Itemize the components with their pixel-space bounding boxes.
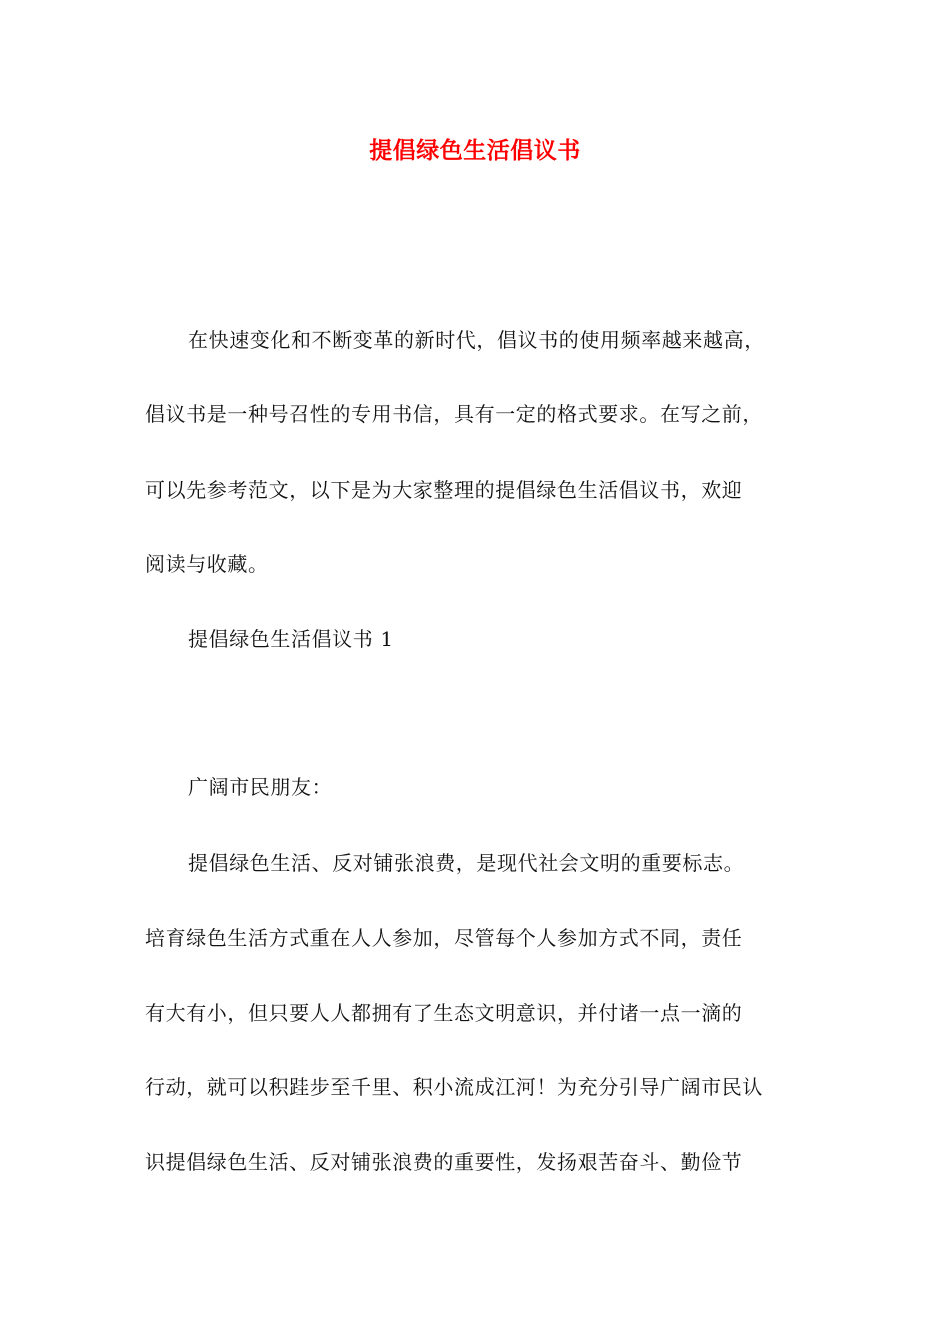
paragraph-line: 提倡绿色生活、反对铺张浪费，是现代社会文明的重要标志。	[188, 851, 745, 875]
paragraph-line: 可以先参考范文，以下是为大家整理的提倡绿色生活倡议书，欢迎	[145, 478, 743, 502]
paragraph-line: 行动，就可以积跬步至千里、积小流成江河！为充分引导广阔市民认	[145, 1075, 763, 1099]
paragraph-line: 倡议书是一种号召性的专用书信，具有一定的格式要求。在写之前，	[145, 402, 763, 426]
paragraph-line: 阅读与收藏。	[145, 552, 269, 576]
salutation: 广阔市民朋友：	[188, 775, 333, 799]
paragraph-line: 识提倡绿色生活、反对铺张浪费的重要性，发扬艰苦奋斗、勤俭节	[145, 1150, 743, 1174]
paragraph-line: 有大有小，但只要人人都拥有了生态文明意识，并付诸一点一滴的	[145, 1001, 743, 1025]
document-title: 提倡绿色生活倡议书	[369, 137, 581, 164]
paragraph-line: 培育绿色生活方式重在人人参加，尽管每个人参加方式不同，责任	[145, 926, 743, 950]
section-heading: 提倡绿色生活倡议书 1	[188, 627, 394, 651]
paragraph-line: 在快速变化和不断变革的新时代，倡议书的使用频率越来越高，	[188, 328, 765, 352]
